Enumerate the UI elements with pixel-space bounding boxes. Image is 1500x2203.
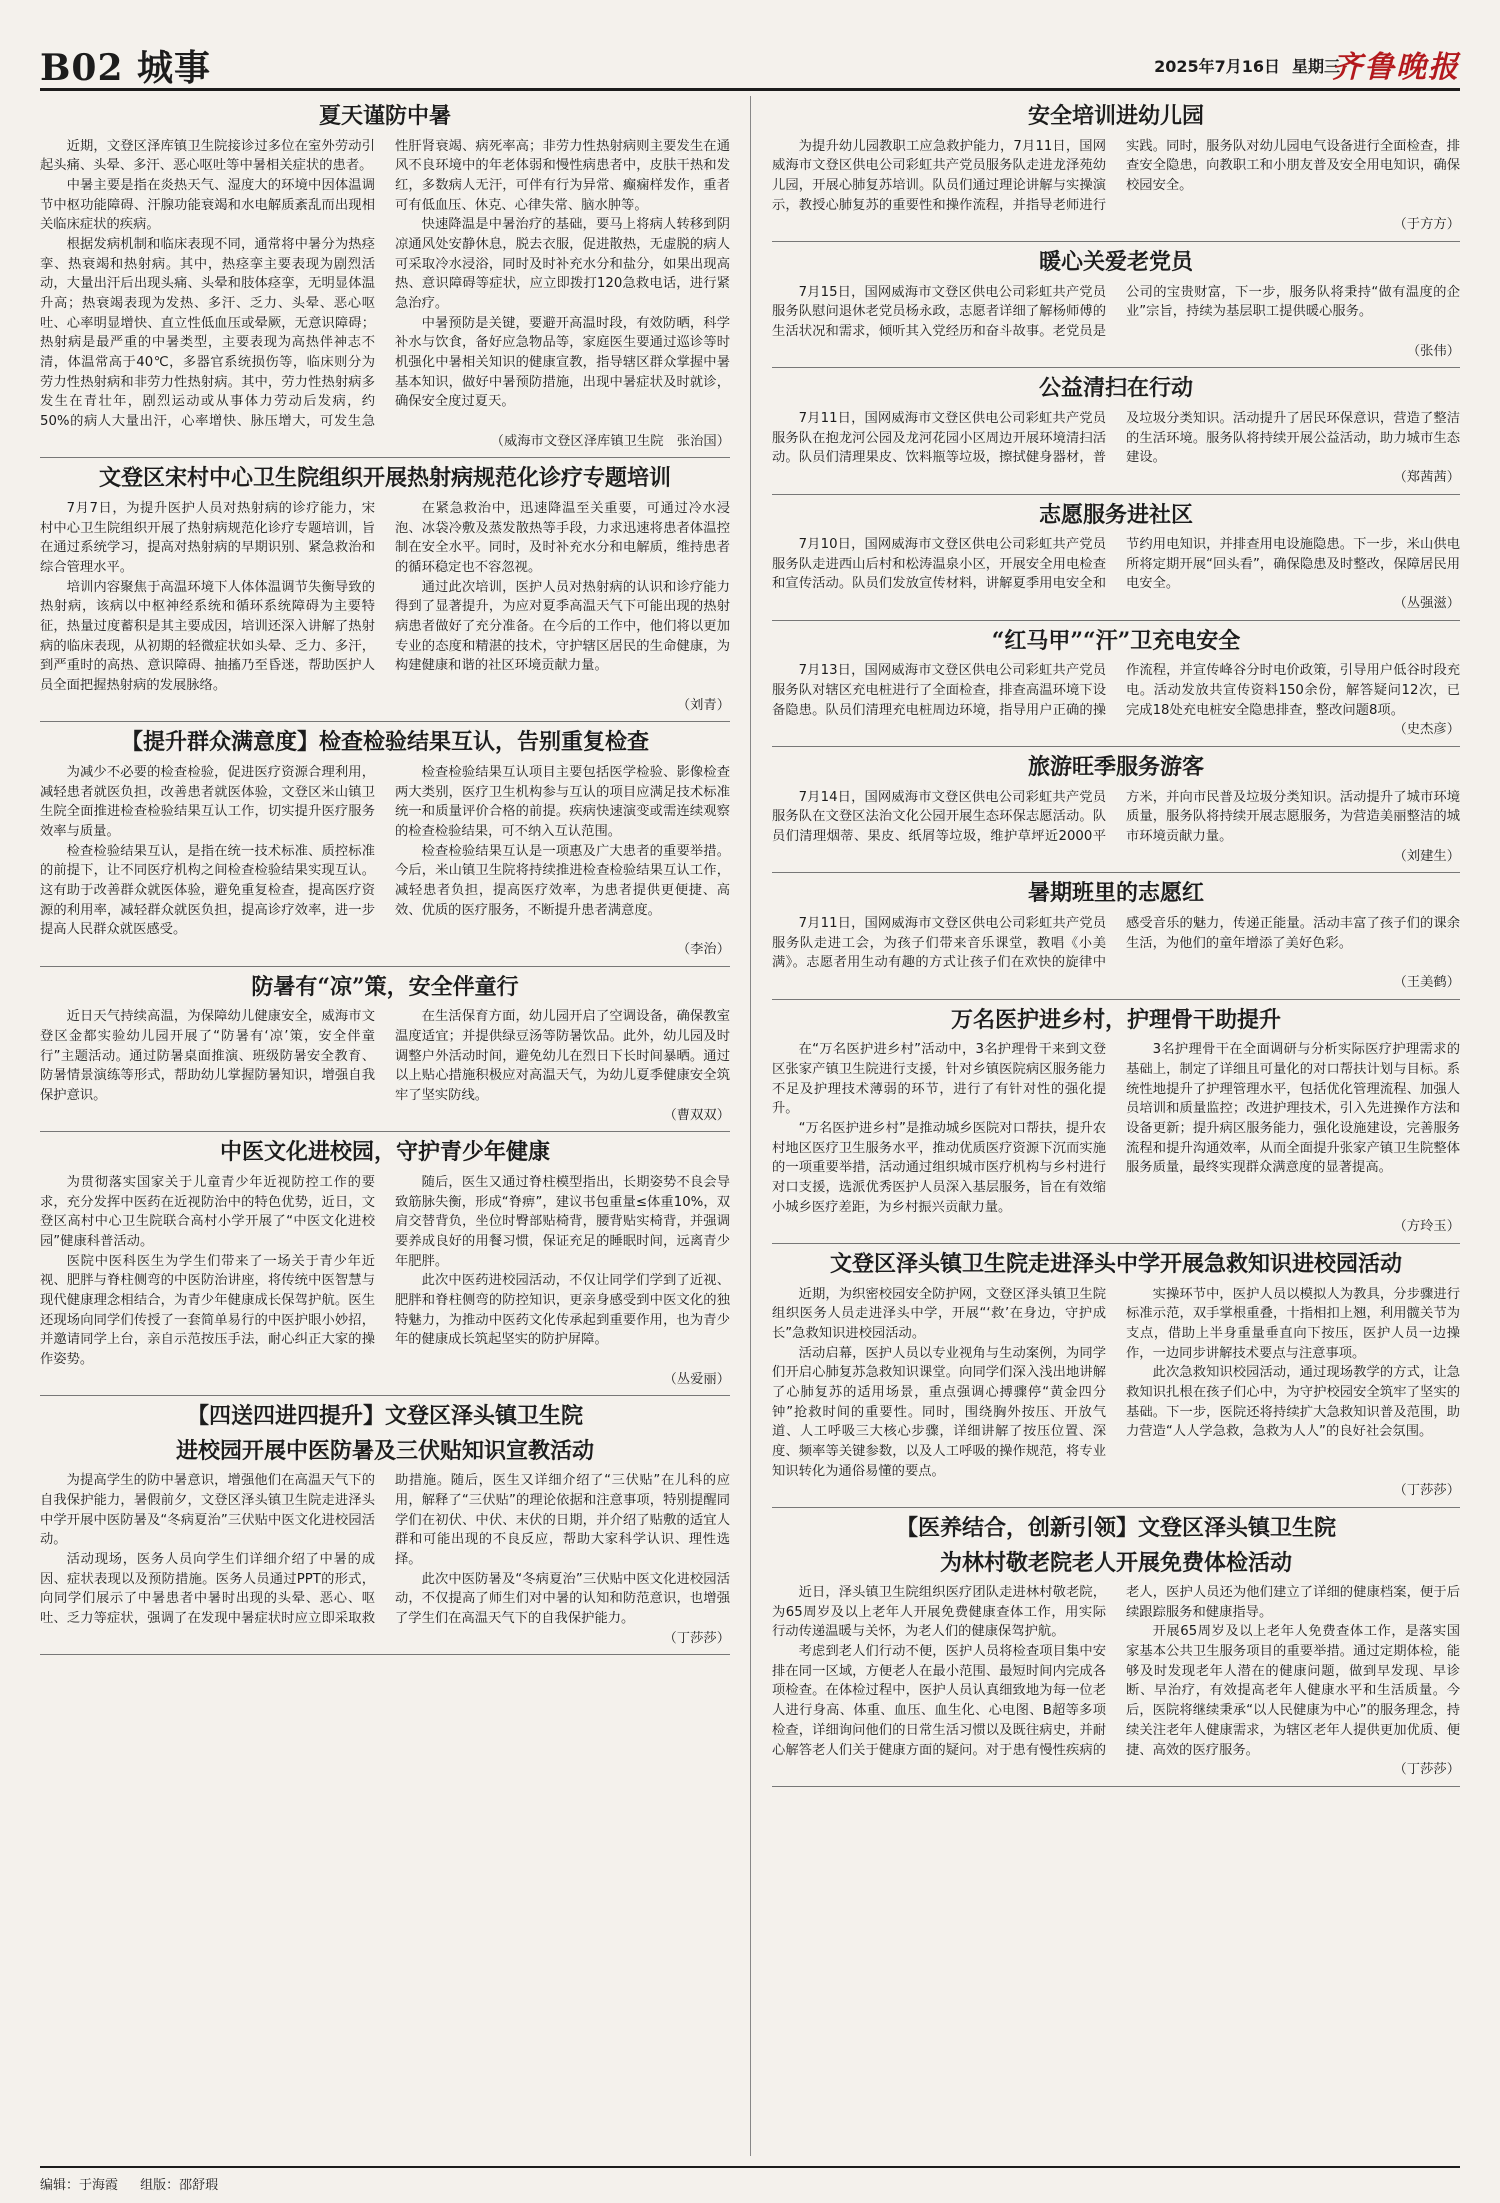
article	[40, 458, 730, 722]
article-paragraph: 3名护理骨干在全面调研与分析实际医疗护理需求的基础上，制定了详细且可量化的对口帮扶计划与目标。系统性地提升了护理管理水平，包括优化管理流程、加强人员培训和质量监控；改进护理技术，引入先进操作方法和设备更新；提升病区服务能力，强化设施建设，完善服务流程和提升沟通效率，从而全面提升张家产镇卫生院整体服务质量，最终实现群众满意度的显著提高。	[1126, 1042, 1460, 1176]
article-paragraph: 检查检验结果互认项目主要包括医学检验、影像检查两大类别，医疗卫生机构参与互认的项目应满足技术标准统一和质量评价合格的前提。疾病快速演变或需连续观察的检查检验结果，可不纳入互认范围。	[395, 764, 730, 839]
article-title: 防暑有“凉”策，安全伴童行	[251, 973, 519, 1000]
column-divider	[750, 96, 751, 2156]
article-paragraph: 为提高学生的防中暑意识，增强他们在高温天气下的自我保护能力，暑假前夕，文登区泽头镇卫生院走进泽头中学开展中医防暑及“冬病夏治”三伏贴中医文化进校园活动。	[40, 1473, 375, 1548]
article	[40, 1132, 730, 1396]
article-byline: （丁莎莎）	[663, 1630, 730, 1646]
article-byline: （丛强滋）	[1393, 596, 1460, 612]
article-title: 【四送四进四提升】文登区泽头镇卫生院	[186, 1403, 583, 1430]
article-paragraph: 7月10日，国网威海市文登区供电公司彩虹共产党员服务队走进西山后村和松涛温泉小区，开展安全用电检查和宣传活动。队员们发放宣传材料，讲解夏季用电安全和节约用电知识，并排查用电设施隐患。下一步，米山供电所将定期开展“回头看”，确保隐患及时整改，保障居民用电安全。	[772, 537, 1460, 592]
article	[772, 1244, 1460, 1508]
article-paragraph: 7月7日，为提升医护人员对热射病的诊疗能力，宋村中心卫生院组织开展了热射病规范化诊疗专题培训，旨在通过系统学习，提高对热射病的早期识别、紧急救治和综合管理水平。	[40, 500, 375, 575]
article-paragraph: 7月15日，国网威海市文登区供电公司彩虹共产党员服务队慰问退休老党员杨永政，志愿者详细了解杨师傅的生活状况和需求，倾听其入党经历和奋斗故事。老党员是公司的宝贵财富，下一步，服务队将秉持“做有温度的企业”宗旨，持续为基层职工提供暖心服务。	[772, 284, 1460, 339]
article-paragraph: 活动现场，医务人员向学生们详细介绍了中暑的成因、症状表现以及预防措施。医务人员通过PPT的形式，向同学们展示了中暑患者中暑时出现的头晕、恶心、呕吐、乏力等症状，强调了在发现中暑症状时应立即采取救助措施。随后，医生又详细介绍了“三伏贴”在儿科的应用，解释了“三伏贴”的理论依据和注意事项，特别提醒同学们在初伏、中伏、末伏的日期，并介绍了贴敷的适宜人群和可能出现的不良反应，帮助大家科学认识、理性选择。	[40, 1473, 730, 1627]
article-paragraph: 7月13日，国网威海市文登区供电公司彩虹共产党员服务队对辖区充电桩进行了全面检查，排查高温环境下设备隐患。队员们清理充电桩周边环境，指导用户正确的操作流程，并宣传峰谷分时电价政策，引导用户低谷时段充电。活动发放共宣传资料150余份，解答疑问12次，已完成18处充电桩安全隐患排查，整改问题8项。	[772, 663, 1460, 718]
article-subtitle: 进校园开展中医防暑及三伏贴知识宣教活动	[175, 1437, 594, 1464]
article-title: 志愿服务进社区	[1038, 501, 1193, 528]
article-byline: （李治）	[676, 941, 730, 957]
article-paragraph: 医院中医科医生为学生们带来了一场关于青少年近视、肥胖与脊柱侧弯的中医防治讲座，将传统中医智慧与现代健康理念相结合，为青少年健康成长保驾护航。医生还现场向同学们传授了一套简单易行的中医护眼小妙招，并邀请同学上台，亲自示范按压手法，耐心纠正大家的操作姿势。	[40, 1253, 375, 1367]
issue-date: 2025年7月16日	[1154, 57, 1280, 76]
article-paragraph: 近日天气持续高温，为保障幼儿健康安全，威海市文登区金都实验幼儿园开展了“防暑有‘凉’策，安全伴童行”主题活动。通过防暑桌面推演、班级防暑安全教育、防暑情景演练等形式，帮助幼儿掌握防暑知识，增强自我保护意识。	[40, 1009, 375, 1103]
article-title: 公益清扫在行动	[1038, 375, 1193, 402]
article-byline: （丁莎莎）	[1393, 1762, 1460, 1778]
article-byline: （威海市文登区泽库镇卫生院 张治国）	[490, 433, 730, 449]
article-body	[772, 409, 1460, 468]
article-body	[772, 1285, 1460, 1482]
article-paragraph: 近期，为织密校园安全防护网，文登区泽头镇卫生院组织医务人员走进泽头中学，开展“‘救’在身边，守护成长”急救知识进校园活动。	[772, 1286, 1106, 1341]
article-title: 【提升群众满意度】检查检验结果互认，告别重复检查	[120, 729, 649, 756]
article-body	[772, 788, 1460, 847]
right-column	[772, 96, 1460, 1787]
article-title: 万名医护进乡村，护理骨干助提升	[950, 1006, 1281, 1033]
article-byline: （史杰彦）	[1393, 722, 1460, 738]
article-byline: （于方方）	[1393, 217, 1460, 233]
article-paragraph: 在生活保育方面，幼儿园开启了空调设备，确保教室温度适宜；并提供绿豆汤等防暑饮品。此外，幼儿园及时调整户外活动时间，避免幼儿在烈日下长时间暴晒。通过以上贴心措施积极应对高温天气，为幼儿夏季健康安全筑牢了坚实防线。	[395, 1009, 730, 1103]
article-byline: （曹双双）	[663, 1107, 730, 1123]
article-byline: （刘建生）	[1393, 848, 1460, 864]
article	[772, 368, 1460, 494]
article	[772, 495, 1460, 621]
article-paragraph: 中暑主要是指在炎热天气、湿度大的环境中因体温调节中枢功能障碍、汗腺功能衰竭和水电解质紊乱而出现相关临床症状的疾病。	[40, 177, 375, 233]
article-paragraph: 检查检验结果互认，是指在统一技术标准、质控标准的前提下，让不同医疗机构之间检查检验结果实现互认。这有助于改善群众就医体验，避免重复检查，提高医疗资源的利用率，减轻群众就医负担，提高诊疗效率，进一步提高人民群众就医感受。	[40, 843, 375, 938]
article-body	[772, 914, 1460, 973]
article	[40, 722, 730, 966]
article-byline: （郑茜茜）	[1393, 469, 1460, 485]
article-title: 安全培训进幼儿园	[1027, 103, 1204, 129]
article	[772, 621, 1460, 747]
article-paragraph: 7月14日，国网威海市文登区供电公司彩虹共产党员服务队在文登区法治文化公园开展生态环保志愿活动。队员们清理烟蒂、果皮、纸屑等垃圾，维护草坪近2000平方米，并向市民普及垃圾分类知识。活动提升了城市环境质量，服务队将持续开展志愿服务，为营造美丽整洁的城市环境贡献力量。	[772, 789, 1460, 845]
article-title: 暖心关爱老党员	[1038, 248, 1193, 275]
article-paragraph: 为提升幼儿园教职工应急救护能力，7月11日，国网威海市文登区供电公司彩虹共产党员服务队走进龙泽苑幼儿园，开展心肺复苏培训。队员们通过理论讲解与实操演示，教授心肺复苏的重要性和操作流程，并指导老师进行实践。同时，服务队对幼儿园电气设备进行全面检查，排查安全隐患，向教职工和小朋友普及安全用电知识，确保校园安全。	[772, 138, 1460, 213]
article	[772, 1000, 1460, 1244]
article-title: 暑期班里的志愿红	[1027, 880, 1204, 907]
article-byline: （丛爱丽）	[663, 1371, 730, 1387]
article-title: 文登区宋村中心卫生院组织开展热射病规范化诊疗专题培训	[98, 465, 671, 492]
article-paragraph: 中暑预防是关键，要避开高温时段，有效防晒，科学补水与饮食，备好应急物品等，家庭医生要通过巡诊等时机强化中暑相关知识的健康宣教，指导辖区群众掌握中暑基本知识，做好中暑预防措施，出现中暑症状及时就诊，确保安全度过夏天。	[395, 315, 730, 410]
article-paragraph: 检查检验结果互认是一项惠及广大患者的重要举措。今后，米山镇卫生院将持续推进检查检验结果互认工作，减轻患者负担，提高医疗效率，为患者提供更便捷、高效、优质的医疗服务，不断提升患者满意度。	[395, 843, 730, 918]
article-body	[40, 1471, 730, 1628]
footer-designer: 组版：邵舒瑕	[140, 2178, 219, 2193]
article-paragraph: 培训内容聚焦于高温环境下人体体温调节失衡导致的热射病，该病以中枢神经系统和循环系统障碍为主要特征，热量过度蓄积是其主要成因，培训还深入讲解了热射病的临床表现，从初期的轻微症状如头晕、乏力、多汗，到严重时的高热、意识障碍、抽搐乃至昏迷，帮助医护人员全面把握热射病的发展脉络。	[40, 579, 375, 693]
article-body	[772, 661, 1460, 720]
article-body	[40, 499, 730, 696]
article-paragraph: 随后，医生又通过脊柱模型指出，长期姿势不良会导致筋脉失衡，形成“脊痹”，建议书包重量≤体重10%，双肩交替背负，坐位时臀部贴椅背，腰背贴实椅背，并强调要养成良好的用餐习惯，保证充足的睡眠时间，远离青少年肥胖。	[395, 1174, 730, 1269]
article-body	[40, 137, 730, 432]
article-body	[772, 1040, 1460, 1217]
article-byline: （王美鹤）	[1393, 974, 1460, 990]
article-body	[772, 535, 1460, 594]
article-title: “红马甲”“汗”卫充电安全	[991, 627, 1241, 654]
article-title: 旅游旺季服务游客	[1027, 754, 1204, 781]
article-paragraph: 近期，文登区泽库镇卫生院接诊过多位在室外劳动引起头痛、头晕、多汗、恶心呕吐等中暑相关症状的患者。	[40, 138, 375, 174]
article	[40, 1396, 730, 1655]
page-number: B02 城事	[40, 47, 212, 89]
article-body	[40, 1173, 730, 1370]
article-paragraph: 7月11日，国网威海市文登区供电公司彩虹共产党员服务队走进工会，为孩子们带来音乐课堂，教唱《小美满》。志愿者用生动有趣的方式让孩子们在欢快的旋律中感受音乐的魅力，传递正能量。活动丰富了孩子们的课余生活，为他们的童年增添了美好色彩。	[772, 915, 1460, 971]
article-paragraph: 在“万名医护进乡村”活动中，3名护理骨干来到文登区张家产镇卫生院进行支援，针对乡镇医院病区服务能力不足及护理技术薄弱的环节，进行了有针对性的强化提升。	[772, 1042, 1106, 1117]
page-header	[40, 40, 1460, 91]
article	[40, 967, 730, 1133]
issue-weekday: 星期三	[1291, 57, 1340, 76]
article	[772, 747, 1460, 873]
article-paragraph: 此次中医防暑及“冬病夏治”三伏贴中医文化进校园活动，不仅提高了师生们对中暑的认知和防范意识，也增强了学生们在高温天气下的自我保护能力。	[395, 1571, 730, 1627]
article-body	[772, 137, 1460, 216]
article-byline: （丁莎莎）	[1393, 1483, 1460, 1499]
article-paragraph: 此次中医药进校园活动，不仅让同学们学到了近视、肥胖和脊柱侧弯的防控知识，更亲身感受到中医文化的独特魅力，为推动中医药文化传承起到重要作用，也为青少年的健康成长筑起坚实的防护屏障。	[395, 1273, 730, 1348]
footer-editor: 编辑：于海霞	[40, 2178, 119, 2193]
article-paragraph: 在紧急救治中，迅速降温至关重要，可通过冷水浸泡、冰袋冷敷及蒸发散热等手段，力求迅速将患者体温控制在安全水平。同时，及时补充水分和电解质，维持患者的循环稳定也不容忽视。	[395, 500, 730, 575]
left-column	[40, 96, 730, 1655]
article	[772, 1508, 1460, 1787]
page-footer	[40, 2166, 1460, 2193]
article	[772, 242, 1460, 368]
article-title: 文登区泽头镇卫生院走进泽头中学开展急救知识进校园活动	[829, 1250, 1402, 1277]
article-body	[772, 1583, 1460, 1760]
article-title: 中医文化进校园，守护青少年健康	[219, 1139, 550, 1166]
article-subtitle: 为林村敬老院老人开展免费体检活动	[939, 1549, 1292, 1576]
article	[772, 873, 1460, 999]
article-paragraph: 考虑到老人们行动不便，医护人员将检查项目集中安排在同一区域，方便老人在最小范围、最短时间内完成各项检查。在体检过程中，医护人员认真细致地为每一位老人进行身高、体重、血压、血生化、心电图、B超等多项检查，详细询问他们的日常生活习惯以及既往病史，并耐心解答老人们关于健康方面的疑问。对于患有慢性疾病的老人，医护人员还为他们建立了详细的健康档案，便于后续跟踪服务和健康指导。	[772, 1585, 1460, 1758]
article-paragraph: 为贯彻落实国家关于儿童青少年近视防控工作的要求，充分发挥中医药在近视防治中的特色优势，近日，文登区高村中心卫生院联合高村小学开展了“中医文化进校园”健康科普活动。	[40, 1174, 375, 1249]
article-paragraph: 近日，泽头镇卫生院组织医疗团队走进林村敬老院，为65周岁及以上老年人开展免费健康查体工作，用实际行动传递温暖与关怀，为老人们的健康保驾护航。	[772, 1585, 1106, 1640]
article	[772, 96, 1460, 242]
article-body	[40, 763, 730, 940]
article-body	[40, 1007, 730, 1105]
article-byline: （张伟）	[1406, 343, 1460, 359]
article-paragraph: 通过此次培训，医护人员对热射病的认识和诊疗能力得到了显著提升，为应对夏季高温天气下可能出现的热射病患者做好了充分准备。在今后的工作中，他们将以更加专业的态度和精湛的技术，守护辖区居民的生命健康，为构建健康和谐的社区环境贡献力量。	[395, 579, 730, 674]
article	[40, 96, 730, 458]
article-title: 夏天谨防中暑	[318, 103, 451, 129]
article-title: 【医养结合，创新引领】文登区泽头镇卫生院	[895, 1514, 1336, 1541]
article-paragraph: 为减少不必要的检查检验，促进医疗资源合理利用，减轻患者就医负担，改善患者就医体验，文登区米山镇卫生院全面推进检查检验结果互认工作，切实提升医疗服务效率与质量。	[40, 764, 375, 839]
article-body	[772, 283, 1460, 342]
article-paragraph: 根据发病机制和临床表现不同，通常将中暑分为热痉挛、热衰竭和热射病。其中，热痉挛主要表现为剧烈活动，大量出汗后出现头痛、头晕和肢体痉挛，无明显体温升高；热衰竭表现为发热、多汗、乏力、头晕、恶心呕吐、心率明显增快、直立性低血压或晕厥，无意识障碍；热射病是最严重的中暑类型，主要表现为高热伴神志不清，体温常高于40℃，多器官系统损伤等，临床则分为劳力性热射病和非劳力性热射病。其中，劳力性热射病多发生在青壮年，剧烈运动或从事体力劳动后发病，约50%的病人大量出汗，心率增快、脉压增大，可发生急性肝肾衰竭、病死率高；非劳力性热射病则主要发生在通风不良环境中的年老体弱和慢性病患者中，皮肤干热和发红，多数病人无汗，可伴有行为异常、癫痫样发作，重者可有低血压、休克、心律失常、脑水肿等。	[40, 138, 730, 429]
article-byline: （方玲玉）	[1393, 1219, 1460, 1235]
newspaper-logo: 齐鲁晚报	[1332, 50, 1460, 85]
article-paragraph: 活动启幕，医护人员以专业视角与生动案例，为同学们开启心肺复苏急救知识课堂。向同学们深入浅出地讲解了心肺复苏的适用场景，重点强调心搏骤停“黄金四分钟”抢救时间的重要性。同时，围绕胸外按压、开放气道、人工呼吸三大核心步骤，详细讲解了按压位置、深度、频率等关键参数，以及人工呼吸的操作规范，将专业知识转化为通俗易懂的要点。	[772, 1345, 1106, 1479]
article-paragraph: “万名医护进乡村”是推动城乡医院对口帮扶，提升农村地区医疗卫生服务水平，推动优质医疗资源下沉而实施的一项重要举措，活动通过组织城市医疗机构与乡村进行对口支援，选派优秀医护人员深入基层服务，旨在有效缩小城乡医疗差距，为乡村振兴贡献力量。	[772, 1120, 1106, 1215]
article-byline: （刘青）	[676, 697, 730, 713]
article-paragraph: 快速降温是中暑治疗的基础，要马上将病人转移到阴凉通风处安静休息，脱去衣服，促进散热，无虚脱的病人可采取冷水浸浴，同时及时补充水分和盐分，如果出现高热、意识障碍等症状，应立即拨打120急救电话，进行紧急治疗。	[395, 217, 730, 311]
article-paragraph: 开展65周岁及以上老年人免费查体工作，是落实国家基本公共卫生服务项目的重要举措。通过定期体检，能够及时发现老年人潜在的健康问题，做到早发现、早诊断、早治疗，有效提高老年人健康水平和生活质量。今后，医院将继续秉承“以人民健康为中心”的服务理念，持续关注老年人健康需求，为辖区老年人提供更加优质、便捷、高效的医疗服务。	[1126, 1624, 1460, 1758]
article-paragraph: 实操环节中，医护人员以模拟人为教具，分步骤进行标准示范，双手掌根重叠，十指相扣上翘，利用髋关节为支点，借助上半身重量垂直向下按压，医护人员一边操作，一边同步讲解技术要点与注意事项。	[1126, 1286, 1460, 1361]
article-paragraph: 7月11日，国网威海市文登区供电公司彩虹共产党员服务队在抱龙河公园及龙河花园小区周边开展环境清扫活动。队员们清理果皮、饮料瓶等垃圾，擦拭健身器材，普及垃圾分类知识。活动提升了居民环保意识，营造了整洁的生活环境。服务队将持续开展公益活动，助力城市生态建设。	[772, 410, 1460, 466]
article-paragraph: 此次急救知识校园活动，通过现场教学的方式，让急救知识扎根在孩子们心中，为守护校园安全筑牢了坚实的基础。下一步，医院还将持续扩大急救知识普及范围，助力营造“人人学急救，急救为人人”的良好社会氛围。	[1126, 1365, 1460, 1440]
